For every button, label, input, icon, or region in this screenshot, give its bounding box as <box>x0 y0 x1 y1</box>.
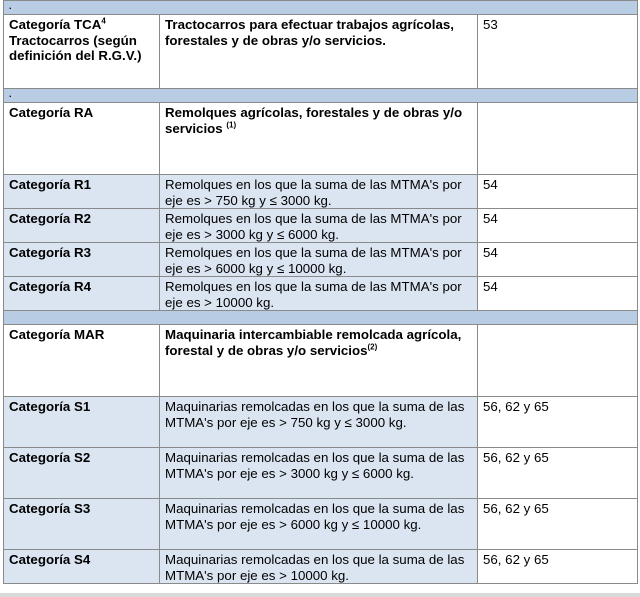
section-header-row <box>4 103 638 175</box>
table-row <box>4 499 638 550</box>
description-cell: Maquinarias remolcadas en los que la suma de las MTMA's por eje es > 750 kg y ≤ 3000 kg. <box>160 397 478 448</box>
description-text: Remolques agrícolas, forestales y de obras y/o servicios <box>165 105 463 136</box>
category-note: Tractocarros (según definición del R.G.V.) <box>9 32 142 63</box>
table-row <box>4 550 638 584</box>
description-cell: Maquinarias remolcadas en los que la suma de las MTMA's por eje es > 6000 kg y ≤ 10000 kg. <box>160 499 478 550</box>
description-cell: Remolques en los que la suma de las MTMA's por eje es > 10000 kg. <box>160 277 478 311</box>
article-cell <box>478 103 638 175</box>
description-text: Tractocarros para efectuar trabajos agrícolas, forestales y de obras y/o servicios. <box>165 17 454 48</box>
separator-mark <box>4 311 638 325</box>
article-cell: 54 <box>478 209 638 243</box>
category-cell: Categoría R1 <box>4 175 160 209</box>
article-cell <box>478 15 638 89</box>
article-cell: 56, 62 y 65 <box>478 550 638 584</box>
description-cell: Remolques en los que la suma de las MTMA's por eje es > 750 kg y ≤ 3000 kg. <box>160 175 478 209</box>
description-cell <box>160 325 478 397</box>
article-value: 53 <box>483 17 498 32</box>
article-cell: 56, 62 y 65 <box>478 397 638 448</box>
category-label: Categoría TCA <box>9 17 102 32</box>
article-cell: 56, 62 y 65 <box>478 448 638 499</box>
section-separator <box>4 1 638 15</box>
separator-mark: . <box>4 89 638 103</box>
category-cell <box>4 325 160 397</box>
page-bottom-divider <box>0 593 640 597</box>
description-cell <box>160 15 478 89</box>
article-cell: 54 <box>478 277 638 311</box>
table-row <box>4 397 638 448</box>
vehicle-category-table <box>3 0 638 584</box>
category-label: Categoría MAR <box>9 327 105 342</box>
description-cell: Maquinarias remolcadas en los que la suma de las MTMA's por eje es > 3000 kg y ≤ 6000 kg. <box>160 448 478 499</box>
category-label: Categoría RA <box>9 105 94 120</box>
section-separator <box>4 89 638 103</box>
article-cell <box>478 325 638 397</box>
table-row <box>4 243 638 277</box>
separator-mark: . <box>4 1 638 15</box>
category-cell: Categoría S4 <box>4 550 160 584</box>
description-cell: Remolques en los que la suma de las MTMA's por eje es > 6000 kg y ≤ 10000 kg. <box>160 243 478 277</box>
section-header-row <box>4 15 638 89</box>
footnote-marker: (2) <box>367 342 378 352</box>
category-cell <box>4 103 160 175</box>
article-cell: 56, 62 y 65 <box>478 499 638 550</box>
table-row <box>4 209 638 243</box>
category-cell: Categoría R2 <box>4 209 160 243</box>
footnote-marker: 4 <box>101 16 106 26</box>
description-cell <box>160 103 478 175</box>
category-cell: Categoría S3 <box>4 499 160 550</box>
category-cell: Categoría S1 <box>4 397 160 448</box>
description-cell: Remolques en los que la suma de las MTMA's por eje es > 3000 kg y ≤ 6000 kg. <box>160 209 478 243</box>
section-separator <box>4 311 638 325</box>
table-row <box>4 448 638 499</box>
table-row <box>4 277 638 311</box>
category-cell: Categoría S2 <box>4 448 160 499</box>
description-cell: Maquinarias remolcadas en los que la suma de las MTMA's por eje es > 10000 kg. <box>160 550 478 584</box>
category-cell: Categoría R3 <box>4 243 160 277</box>
article-cell: 54 <box>478 243 638 277</box>
section-header-row <box>4 325 638 397</box>
category-cell: Categoría R4 <box>4 277 160 311</box>
description-text: Maquinaria intercambiable remolcada agrícola, forestal y de obras y/o servicios <box>165 327 462 358</box>
footnote-marker: (1) <box>226 120 237 130</box>
article-cell: 54 <box>478 175 638 209</box>
table-row <box>4 175 638 209</box>
category-cell <box>4 15 160 89</box>
